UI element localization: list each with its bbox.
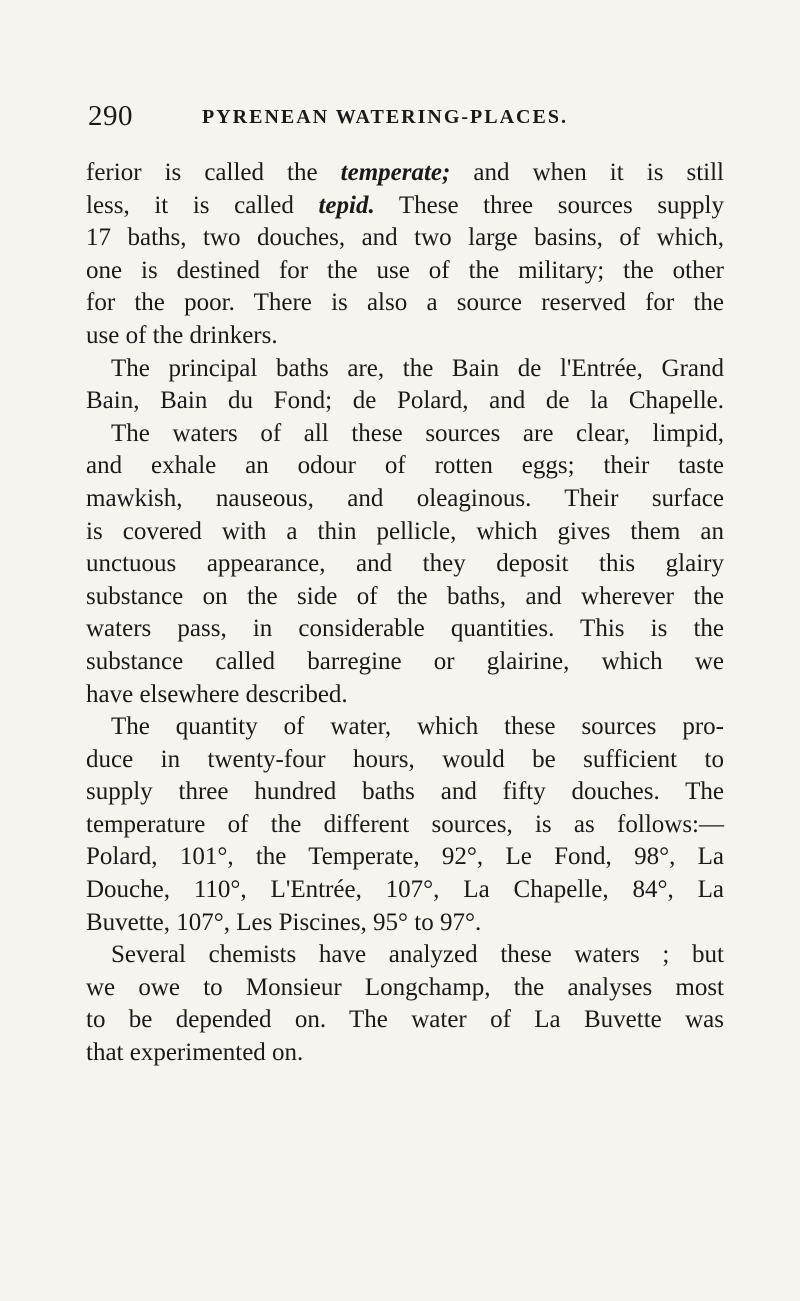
text-line: use of the drinkers. [86, 321, 278, 349]
text-line: duce in twenty-four hours, would be sufficient to [86, 745, 724, 773]
text-line: and exhale an odour of rotten eggs; their taste [86, 452, 724, 480]
text-line: supply three hundred baths and fifty douches. The [86, 778, 724, 806]
text-line: less, it is called tepid. These three sources supply [86, 191, 725, 219]
text-line: that experimented on. [86, 1039, 304, 1067]
text-line: Bain, Bain du Fond; de Polard, and de la Chapelle. [86, 387, 724, 415]
text-line: mawkish, nauseous, and oleaginous. Their surface [86, 484, 724, 512]
text-line: substance on the side of the baths, and wherever the [86, 582, 724, 610]
text-line: is covered with a thin pellicle, which gives them an [86, 517, 724, 545]
text-line: substance called barregine or glairine, which we [86, 647, 724, 675]
text-line: Buvette, 107°, Les Piscines, 95° to 97°. [86, 908, 482, 936]
text-line: waters pass, in considerable quantities. This is the [86, 615, 724, 643]
text-line: The principal baths are, the Bain de l'Entrée, Grand [111, 354, 724, 382]
text-line: to be depended on. The water of La Buvette was [86, 1006, 724, 1034]
running-title: PYRENEAN WATERING-PLACES. [202, 106, 568, 128]
text-line: ferior is called the temperate; and when it is still [86, 159, 724, 186]
text-line: The waters of all these sources are clear, limpid, [111, 419, 724, 447]
text-line: one is destined for the use of the military; the other [86, 256, 724, 284]
text-line: we owe to Monsieur Longchamp, the analyses most [86, 973, 724, 1001]
text-line: Polard, 101°, the Temperate, 92°, Le Fond, 98°, La [86, 843, 724, 871]
page-number: 290 [88, 100, 133, 132]
text-line: temperature of the different sources, is as follows:— [86, 810, 724, 838]
text-line: Several chemists have analyzed these waters ; but [111, 941, 724, 969]
text-line: for the poor. There is also a source reserved for the [86, 289, 724, 317]
running-head [88, 100, 728, 140]
body-text [86, 157, 724, 1070]
text-line: 17 baths, two douches, and two large basins, of which, [86, 224, 724, 252]
text-line: Douche, 110°, L'Entrée, 107°, La Chapelle, 84°, La [86, 876, 724, 904]
text-line: The quantity of water, which these sources pro- [111, 713, 724, 741]
emphasis-temperate: temperate; [340, 159, 451, 186]
text-line: unctuous appearance, and they deposit this glairy [86, 550, 724, 578]
text-line: have elsewhere described. [86, 680, 348, 708]
emphasis-tepid: tepid. [318, 191, 375, 219]
